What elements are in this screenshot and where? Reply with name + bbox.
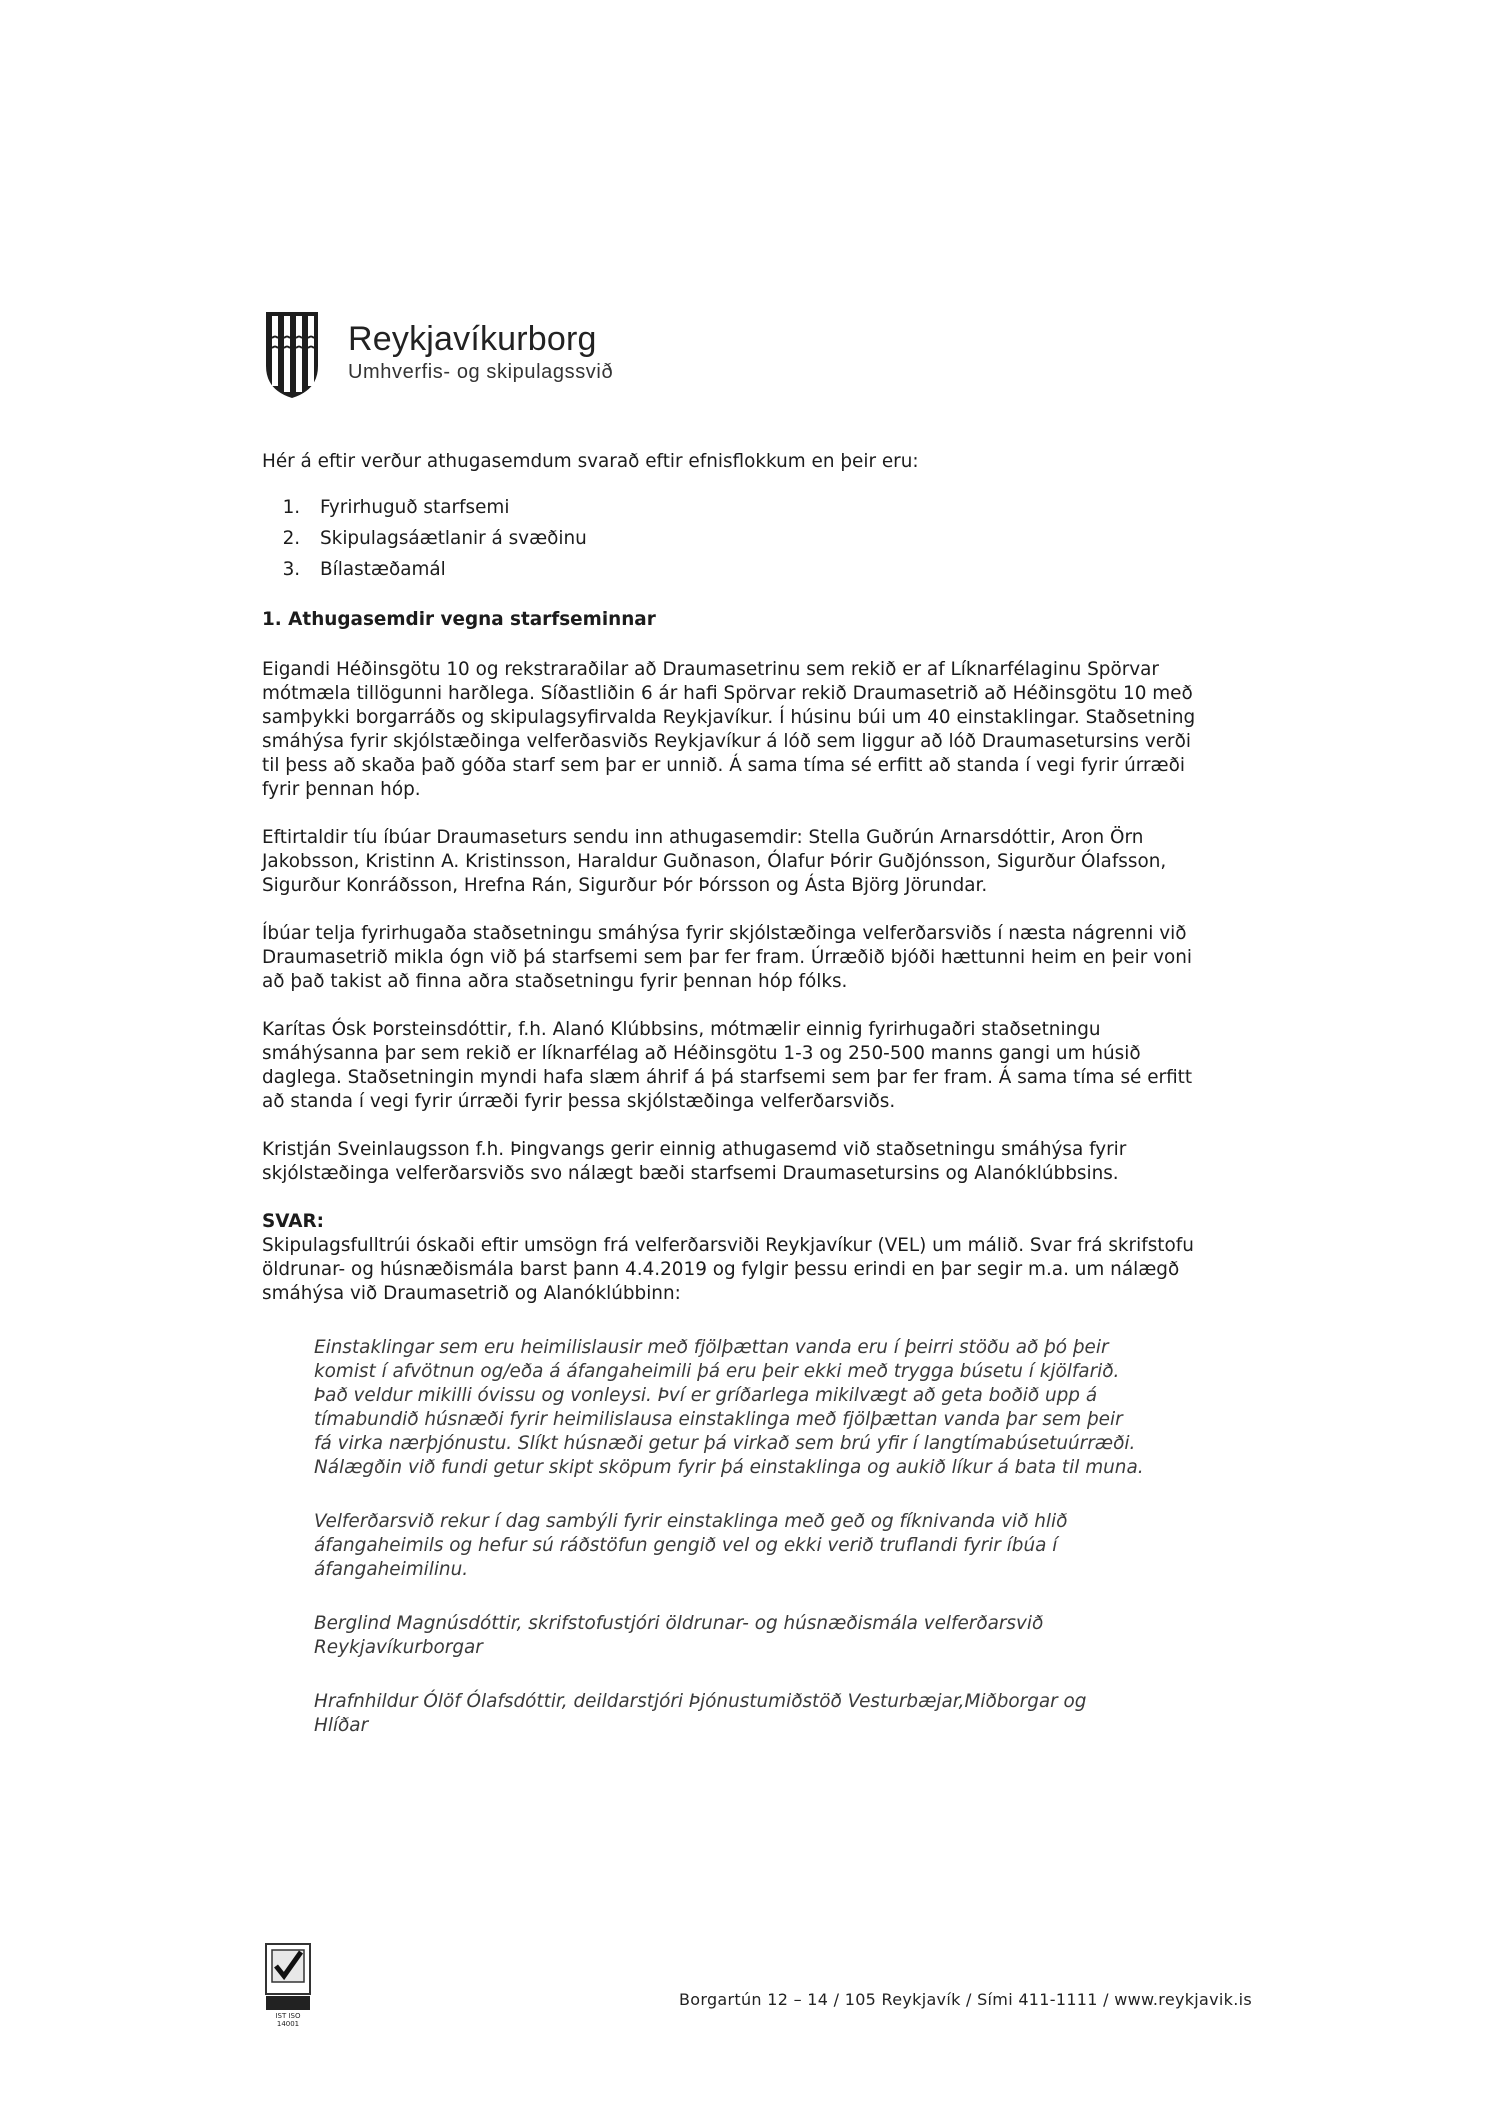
- quote-paragraph: Einstaklingar sem eru heimilislausir með fjölþættan vanda eru í þeirri stöðu að þó þeir komist í afvötnun og/eða á áfangaheimili þá eru þeir ekki með trygga búsetu í kjölfarið. Það veldur mikilli óvissu og vonleysi. Því er gríðarlega mikilvægt að geta boðið upp á tímabundið húsnæði fyrir heimilislausa einstaklinga með fjölþættan vanda þar sem þeir fá virka nærþjónustu. Slíkt húsnæði getur þá virkað sem brú yfir í langtímabúsetuúrræði. Nálægðin við fundi getur skipt sköpum fyrir þá einstaklinga og aukið líkur á bata til muna.: [314, 1337, 1144, 1478]
- topic-item: 2. Skipulagsáætlanir á svæðinu: [306, 527, 1202, 551]
- answer-text: Skipulagsfulltrúi óskaði eftir umsögn frá velferðarsviði Reykjavíkur (VEL) um málið. Svar frá skrifstofu öldrunar- og húsnæðismála barst þann 4.4.2019 og fylgir þessu erindi en þar segir m.a. um nálægð smáhýsa við Draumasetrið og Alanóklúbbinn:: [262, 1235, 1194, 1304]
- paragraph: Eftirtaldir tíu íbúar Draumaseturs sendu inn athugasemdir: Stella Guðrún Arnarsdóttir, Aron Örn Jakobsson, Kristinn A. Kristinsson, Haraldur Guðnason, Ólafur Þórir Guðjónsson, Sigurður Ólafsson, Sigurður Konráðsson, Hrefna Rán, Sigurður Þór Þórsson og Ásta Björg Jörundar.: [262, 827, 1167, 896]
- topic-item: 1. Fyrirhuguð starfsemi: [306, 496, 1202, 520]
- letter-body: [262, 450, 1202, 1768]
- intro-text: Hér á eftir verður athugasemdum svarað eftir efnisflokkum en þeir eru:: [262, 451, 919, 472]
- footer-address: Borgartún 12 – 14 / 105 Reykjavík / Sími 411-1111 / www.reykjavik.is: [679, 1990, 1252, 2009]
- iso-certification-icon: [264, 1942, 312, 2012]
- department-name: Umhverfis- og skipulagssvið: [348, 361, 614, 383]
- topic-list: [262, 496, 1202, 582]
- quote-paragraph: Velferðarsvið rekur í dag sambýli fyrir einstaklinga með geð og fíknivanda við hlið áfangaheimils og hefur sú ráðstöfun gengið vel og ekki verið truflandi fyrir íbúa í áfangaheimilinu.: [314, 1511, 1068, 1580]
- quoted-response: [314, 1336, 1144, 1738]
- paragraph: Eigandi Héðinsgötu 10 og rekstraraðilar að Draumasetrinu sem rekið er af Líknarfélaginu Spörvar mótmæla tillögunni harðlega. Síðastliðin 6 ár hafi Spörvar rekið Draumasetrið að Héðinsgötu 10 með samþykki borgarráðs og skipulagsyfirvalda Reykjavíkur. Í húsinu búi um 40 einstaklingar. Staðsetning smáhýsa fyrir skjólstæðinga velferðasviðs Reykjavíkur á lóð sem liggur að lóð Draumasetursins verði til þess að skaða það góða starf sem þar er unnið. Á sama tíma sé erfitt að standa í vegi fyrir úrræði fyrir þennan hóp.: [262, 659, 1196, 800]
- city-crest-logo: [262, 308, 322, 400]
- cert-label: IST ISO 14001: [275, 2012, 301, 2028]
- organization-block: [348, 320, 613, 384]
- quote-signature: Hrafnhildur Ólöf Ólafsdóttir, deildarstjóri Þjónustumiðstöð Vesturbæjar,Miðborgar og Hlíðar: [314, 1691, 1087, 1736]
- paragraph: Íbúar telja fyrirhugaða staðsetningu smáhýsa fyrir skjólstæðinga velferðarsviðs í næsta nágrenni við Draumasetrið mikla ógn við þá starfsemi sem þar fer fram. Úrræðið bjóði hættunni heim en þeir voni að það takist að finna aðra staðsetningu fyrir þennan hóp fólks.: [262, 923, 1193, 992]
- organization-name: Reykjavíkurborg: [348, 320, 597, 358]
- quote-signature: Berglind Magnúsdóttir, skrifstofustjóri öldrunar- og húsnæðismála velferðarsvið Reykjavíkurborgar: [314, 1613, 1044, 1658]
- paragraph: Kristján Sveinlaugsson f.h. Þingvangs gerir einnig athugasemd við staðsetningu smáhýsa fyrir skjólstæðinga velferðarsviðs svo nálægt bæði starfsemi Draumasetursins og Alanóklúbbsins.: [262, 1139, 1127, 1184]
- answer-label: SVAR:: [262, 1211, 324, 1232]
- topic-item: 3. Bílastæðamál: [306, 558, 1202, 582]
- paragraph: Karítas Ósk Þorsteinsdóttir, f.h. Alanó Klúbbsins, mótmælir einnig fyrirhugaðri staðsetningu smáhýsanna þar sem rekið er líknarfélag að Héðinsgötu 1-3 og 250-500 manns gangi um húsið daglega. Staðsetningin myndi hafa slæm áhrif á þá starfsemi sem þar fer fram. Á sama tíma sé erfitt að standa í vegi fyrir úrræði fyrir þessa skjólstæðinga velferðarsviðs.: [262, 1019, 1193, 1112]
- letterhead: [262, 308, 613, 400]
- section-title: 1. Athugasemdir vegna starfseminnar: [262, 609, 656, 630]
